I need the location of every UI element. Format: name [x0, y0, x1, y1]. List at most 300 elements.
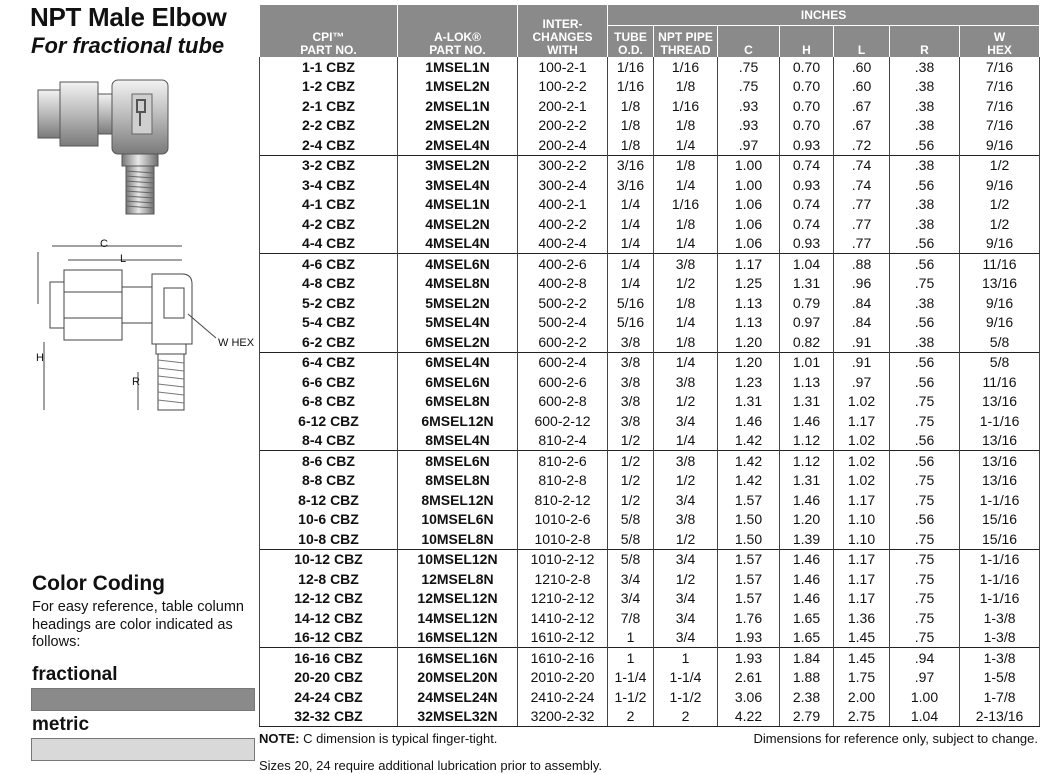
cell-dim-c: .93	[718, 96, 780, 116]
left-panel	[0, 0, 258, 774]
cell-npt-thread: 1-1/2	[654, 687, 718, 707]
cell-w-hex: 13/16	[960, 431, 1040, 451]
cell-dim-r: .75	[890, 471, 960, 491]
cell-dim-l: 1.02	[834, 392, 890, 412]
cell-npt-thread: 1/4	[654, 313, 718, 333]
cell-alok-part: 4MSEL4N	[398, 234, 518, 254]
cell-w-hex: 1-3/8	[960, 608, 1040, 628]
cell-npt-thread: 3/4	[654, 549, 718, 569]
cell-alok-part: 4MSEL6N	[398, 254, 518, 274]
cell-dim-c: 1.42	[718, 471, 780, 491]
cell-interchanges: 400-2-6	[518, 254, 608, 274]
cell-w-hex: 13/16	[960, 274, 1040, 294]
cell-tube-od: 3/4	[608, 569, 654, 589]
cell-cpi-part: 2-2 CBZ	[260, 116, 398, 136]
cell-npt-thread: 1/2	[654, 471, 718, 491]
cell-alok-part: 10MSEL8N	[398, 529, 518, 549]
cell-w-hex: 1-3/8	[960, 648, 1040, 668]
cell-dim-c: 1.57	[718, 569, 780, 589]
cell-alok-part: 6MSEL6N	[398, 372, 518, 392]
cell-dim-r: .75	[890, 549, 960, 569]
table-row	[260, 352, 1040, 372]
cell-w-hex: 13/16	[960, 471, 1040, 491]
cell-interchanges: 1010-2-6	[518, 510, 608, 530]
cell-w-hex: 9/16	[960, 234, 1040, 254]
cell-alok-part: 4MSEL8N	[398, 274, 518, 294]
cell-alok-part: 2MSEL2N	[398, 116, 518, 136]
cell-dim-l: 1.45	[834, 628, 890, 648]
table-row	[260, 116, 1040, 136]
cell-w-hex: 15/16	[960, 529, 1040, 549]
table-row	[260, 569, 1040, 589]
cell-cpi-part: 3-2 CBZ	[260, 155, 398, 175]
cell-tube-od: 5/16	[608, 293, 654, 313]
table-row	[260, 628, 1040, 648]
cell-dim-l: 1.17	[834, 569, 890, 589]
cell-alok-part: 3MSEL2N	[398, 155, 518, 175]
cell-w-hex: 5/8	[960, 352, 1040, 372]
cell-npt-thread: 3/4	[654, 608, 718, 628]
cell-alok-part: 12MSEL12N	[398, 589, 518, 609]
cell-alok-part: 14MSEL12N	[398, 608, 518, 628]
cell-dim-c: 4.22	[718, 707, 780, 727]
cell-w-hex: 11/16	[960, 254, 1040, 274]
cell-alok-part: 4MSEL2N	[398, 214, 518, 234]
cell-dim-c: 1.06	[718, 234, 780, 254]
cell-dim-l: 2.75	[834, 707, 890, 727]
cell-alok-part: 20MSEL20N	[398, 668, 518, 688]
cell-cpi-part: 2-1 CBZ	[260, 96, 398, 116]
cell-tube-od: 3/4	[608, 589, 654, 609]
cell-interchanges: 810-2-12	[518, 490, 608, 510]
cell-w-hex: 13/16	[960, 451, 1040, 471]
cell-tube-od: 5/16	[608, 313, 654, 333]
cell-dim-h: 0.70	[780, 57, 834, 77]
col-header-w-hex: W HEX	[960, 26, 1040, 58]
cell-dim-r: .38	[890, 57, 960, 77]
cell-dim-l: 1.17	[834, 490, 890, 510]
cell-dim-h: 1.31	[780, 274, 834, 294]
cell-dim-h: 0.82	[780, 332, 834, 352]
cell-dim-c: 1.23	[718, 372, 780, 392]
table-row	[260, 234, 1040, 254]
cell-cpi-part: 1-1 CBZ	[260, 57, 398, 77]
cell-dim-l: .77	[834, 195, 890, 215]
cell-tube-od: 1-1/2	[608, 687, 654, 707]
cell-tube-od: 5/8	[608, 549, 654, 569]
cell-tube-od: 1	[608, 648, 654, 668]
cell-dim-c: 1.57	[718, 549, 780, 569]
cell-cpi-part: 6-12 CBZ	[260, 411, 398, 431]
cell-tube-od: 3/8	[608, 332, 654, 352]
cell-cpi-part: 6-8 CBZ	[260, 392, 398, 412]
table-row	[260, 411, 1040, 431]
cell-dim-l: .84	[834, 313, 890, 333]
cell-cpi-part: 2-4 CBZ	[260, 135, 398, 155]
cell-dim-r: .38	[890, 77, 960, 97]
cell-interchanges: 200-2-1	[518, 96, 608, 116]
cell-w-hex: 7/16	[960, 77, 1040, 97]
cell-cpi-part: 12-8 CBZ	[260, 569, 398, 589]
cell-dim-h: 0.74	[780, 214, 834, 234]
cell-alok-part: 10MSEL12N	[398, 549, 518, 569]
cell-npt-thread: 3/8	[654, 510, 718, 530]
cell-tube-od: 2	[608, 707, 654, 727]
cell-tube-od: 5/8	[608, 510, 654, 530]
cell-npt-thread: 1/4	[654, 352, 718, 372]
cell-dim-l: .60	[834, 77, 890, 97]
cell-tube-od: 1/8	[608, 135, 654, 155]
cell-cpi-part: 1-2 CBZ	[260, 77, 398, 97]
group-header-inches: INCHES	[608, 5, 1040, 26]
cell-w-hex: 1-1/16	[960, 411, 1040, 431]
cell-cpi-part: 5-4 CBZ	[260, 313, 398, 333]
cell-dim-h: 0.70	[780, 96, 834, 116]
cell-alok-part: 32MSEL32N	[398, 707, 518, 727]
cell-w-hex: 9/16	[960, 135, 1040, 155]
cell-dim-l: .60	[834, 57, 890, 77]
cell-interchanges: 810-2-4	[518, 431, 608, 451]
cell-w-hex: 1-1/16	[960, 490, 1040, 510]
cell-w-hex: 9/16	[960, 175, 1040, 195]
cell-npt-thread: 1/4	[654, 431, 718, 451]
cell-w-hex: 9/16	[960, 313, 1040, 333]
cell-w-hex: 5/8	[960, 332, 1040, 352]
cell-interchanges: 200-2-4	[518, 135, 608, 155]
cell-cpi-part: 20-20 CBZ	[260, 668, 398, 688]
cell-alok-part: 16MSEL12N	[398, 628, 518, 648]
cell-dim-h: 1.46	[780, 589, 834, 609]
cell-tube-od: 1/2	[608, 451, 654, 471]
cell-dim-h: 1.46	[780, 411, 834, 431]
cell-dim-c: 1.50	[718, 510, 780, 530]
cell-dim-r: .75	[890, 589, 960, 609]
cell-interchanges: 500-2-2	[518, 293, 608, 313]
cell-tube-od: 1/16	[608, 57, 654, 77]
table-row	[260, 648, 1040, 668]
cell-npt-thread: 1/4	[654, 234, 718, 254]
cell-npt-thread: 1/4	[654, 135, 718, 155]
cell-dim-l: 1.36	[834, 608, 890, 628]
dimension-table	[259, 5, 1040, 727]
cell-dim-h: 1.65	[780, 628, 834, 648]
cell-dim-c: 1.93	[718, 628, 780, 648]
cell-dim-h: 0.93	[780, 234, 834, 254]
cell-dim-c: 1.13	[718, 313, 780, 333]
cell-cpi-part: 12-12 CBZ	[260, 589, 398, 609]
cell-tube-od: 3/8	[608, 392, 654, 412]
cell-w-hex: 1-3/8	[960, 628, 1040, 648]
cell-cpi-part: 5-2 CBZ	[260, 293, 398, 313]
table-row	[260, 668, 1040, 688]
cell-cpi-part: 8-4 CBZ	[260, 431, 398, 451]
cell-tube-od: 1-1/4	[608, 668, 654, 688]
cell-dim-l: 1.75	[834, 668, 890, 688]
cell-interchanges: 810-2-8	[518, 471, 608, 491]
table-row	[260, 589, 1040, 609]
col-header-r: R	[890, 26, 960, 58]
cell-dim-c: 1.50	[718, 529, 780, 549]
cell-dim-h: 1.88	[780, 668, 834, 688]
color-coding-text: For easy reference, table column headings are color indicated as follows:	[32, 599, 244, 650]
cell-dim-r: 1.04	[890, 707, 960, 727]
cell-w-hex: 7/16	[960, 96, 1040, 116]
cell-dim-h: 1.12	[780, 451, 834, 471]
cell-npt-thread: 3/4	[654, 490, 718, 510]
cell-npt-thread: 1/8	[654, 77, 718, 97]
cell-tube-od: 1/8	[608, 116, 654, 136]
cell-npt-thread: 1/8	[654, 116, 718, 136]
cell-dim-h: 1.46	[780, 549, 834, 569]
table-row	[260, 490, 1040, 510]
cell-dim-c: 1.20	[718, 332, 780, 352]
cell-dim-c: 1.57	[718, 589, 780, 609]
cell-dim-r: .56	[890, 135, 960, 155]
cell-npt-thread: 3/8	[654, 372, 718, 392]
cell-alok-part: 8MSEL12N	[398, 490, 518, 510]
col-header-l: L	[834, 26, 890, 58]
cell-interchanges: 810-2-6	[518, 451, 608, 471]
cell-dim-l: 1.17	[834, 411, 890, 431]
cell-tube-od: 1/4	[608, 195, 654, 215]
cell-alok-part: 24MSEL24N	[398, 687, 518, 707]
fractional-swatch	[31, 688, 255, 711]
cell-cpi-part: 3-4 CBZ	[260, 175, 398, 195]
cell-dim-c: 1.20	[718, 352, 780, 372]
cell-dim-c: 1.00	[718, 155, 780, 175]
cell-npt-thread: 1/16	[654, 96, 718, 116]
col-header-cpi: CPI™ PART NO.	[260, 5, 398, 57]
cell-w-hex: 1/2	[960, 195, 1040, 215]
cell-tube-od: 3/8	[608, 372, 654, 392]
cell-w-hex: 1/2	[960, 214, 1040, 234]
cell-cpi-part: 4-2 CBZ	[260, 214, 398, 234]
cell-dim-r: .56	[890, 313, 960, 333]
cell-dim-l: 1.45	[834, 648, 890, 668]
cell-cpi-part: 8-6 CBZ	[260, 451, 398, 471]
cell-dim-r: .38	[890, 332, 960, 352]
cell-npt-thread: 3/8	[654, 254, 718, 274]
cell-w-hex: 2-13/16	[960, 707, 1040, 727]
cell-alok-part: 6MSEL4N	[398, 352, 518, 372]
cell-dim-h: 1.01	[780, 352, 834, 372]
cell-interchanges: 1410-2-12	[518, 608, 608, 628]
table-row	[260, 155, 1040, 175]
dim-label-whex: W HEX	[218, 337, 255, 349]
cell-dim-r: .75	[890, 529, 960, 549]
cell-dim-l: 1.02	[834, 431, 890, 451]
cell-dim-h: 1.65	[780, 608, 834, 628]
cell-npt-thread: 1/8	[654, 332, 718, 352]
cell-dim-h: 1.20	[780, 510, 834, 530]
cell-tube-od: 3/8	[608, 352, 654, 372]
cell-tube-od: 1/4	[608, 274, 654, 294]
cell-dim-l: .84	[834, 293, 890, 313]
cell-dim-r: .75	[890, 411, 960, 431]
cell-dim-c: 1.00	[718, 175, 780, 195]
cell-dim-c: 1.42	[718, 431, 780, 451]
dim-label-h: H	[36, 352, 44, 364]
cell-dim-r: .56	[890, 431, 960, 451]
cell-w-hex: 7/16	[960, 57, 1040, 77]
table-row	[260, 687, 1040, 707]
cell-dim-h: 0.79	[780, 293, 834, 313]
cell-dim-r: .75	[890, 490, 960, 510]
cell-dim-c: 1.25	[718, 274, 780, 294]
cell-dim-l: 1.17	[834, 549, 890, 569]
cell-cpi-part: 16-16 CBZ	[260, 648, 398, 668]
cell-dim-h: 0.70	[780, 77, 834, 97]
cell-dim-l: .91	[834, 352, 890, 372]
table-row	[260, 707, 1040, 727]
cell-npt-thread: 3/4	[654, 628, 718, 648]
cell-dim-l: .97	[834, 372, 890, 392]
dim-label-l: L	[120, 253, 127, 265]
cell-alok-part: 8MSEL6N	[398, 451, 518, 471]
cell-dim-l: .77	[834, 234, 890, 254]
note-finger-tight: NOTE: C dimension is typical finger-tight.	[259, 731, 498, 746]
cell-dim-l: .72	[834, 135, 890, 155]
col-header-alok: A-LOK® PART NO.	[398, 5, 518, 57]
cell-tube-od: 3/8	[608, 411, 654, 431]
col-header-h: H	[780, 26, 834, 58]
cell-dim-h: 1.04	[780, 254, 834, 274]
cell-dim-l: 1.10	[834, 510, 890, 530]
cell-npt-thread: 3/8	[654, 451, 718, 471]
cell-npt-thread: 1/2	[654, 529, 718, 549]
cell-dim-h: 1.39	[780, 529, 834, 549]
table-row	[260, 274, 1040, 294]
cell-alok-part: 16MSEL16N	[398, 648, 518, 668]
cell-dim-r: .75	[890, 608, 960, 628]
cell-cpi-part: 4-1 CBZ	[260, 195, 398, 215]
fractional-label: fractional	[32, 664, 118, 685]
cell-tube-od: 1	[608, 628, 654, 648]
cell-alok-part: 5MSEL4N	[398, 313, 518, 333]
cell-cpi-part: 16-12 CBZ	[260, 628, 398, 648]
cell-npt-thread: 1-1/4	[654, 668, 718, 688]
cell-dim-c: 1.13	[718, 293, 780, 313]
cell-tube-od: 1/4	[608, 234, 654, 254]
cell-alok-part: 1MSEL2N	[398, 77, 518, 97]
cell-dim-h: 1.84	[780, 648, 834, 668]
table-row	[260, 372, 1040, 392]
cell-dim-r: .75	[890, 628, 960, 648]
cell-alok-part: 4MSEL1N	[398, 195, 518, 215]
cell-cpi-part: 32-32 CBZ	[260, 707, 398, 727]
cell-npt-thread: 1	[654, 648, 718, 668]
cell-cpi-part: 4-6 CBZ	[260, 254, 398, 274]
cell-dim-l: .88	[834, 254, 890, 274]
cell-dim-l: .96	[834, 274, 890, 294]
cell-dim-r: .56	[890, 510, 960, 530]
table-row	[260, 195, 1040, 215]
cell-interchanges: 1210-2-8	[518, 569, 608, 589]
cell-dim-h: 0.93	[780, 175, 834, 195]
cell-interchanges: 500-2-4	[518, 313, 608, 333]
cell-dim-c: 1.57	[718, 490, 780, 510]
cell-alok-part: 2MSEL4N	[398, 135, 518, 155]
table-row	[260, 293, 1040, 313]
cell-alok-part: 6MSEL2N	[398, 332, 518, 352]
table-body	[260, 57, 1040, 727]
cell-dim-l: 1.02	[834, 451, 890, 471]
cell-interchanges: 1610-2-12	[518, 628, 608, 648]
cell-w-hex: 9/16	[960, 293, 1040, 313]
cell-npt-thread: 1/4	[654, 175, 718, 195]
cell-npt-thread: 1/8	[654, 155, 718, 175]
table-row	[260, 608, 1040, 628]
cell-dim-l: 1.02	[834, 471, 890, 491]
cell-interchanges: 600-2-2	[518, 332, 608, 352]
cell-w-hex: 1-5/8	[960, 668, 1040, 688]
cell-cpi-part: 6-6 CBZ	[260, 372, 398, 392]
cell-interchanges: 400-2-8	[518, 274, 608, 294]
page-subtitle: For fractional tube	[31, 33, 225, 58]
col-header-tube-od: TUBE O.D.	[608, 26, 654, 58]
cell-dim-l: .91	[834, 332, 890, 352]
cell-interchanges: 1010-2-8	[518, 529, 608, 549]
dim-label-c: C	[100, 238, 108, 250]
cell-alok-part: 10MSEL6N	[398, 510, 518, 530]
cell-dim-c: 1.93	[718, 648, 780, 668]
cell-cpi-part: 8-8 CBZ	[260, 471, 398, 491]
cell-cpi-part: 6-2 CBZ	[260, 332, 398, 352]
cell-dim-r: .75	[890, 392, 960, 412]
cell-interchanges: 300-2-4	[518, 175, 608, 195]
cell-alok-part: 12MSEL8N	[398, 569, 518, 589]
cell-dim-h: 0.93	[780, 135, 834, 155]
cell-dim-h: 1.31	[780, 471, 834, 491]
cell-tube-od: 1/2	[608, 490, 654, 510]
cell-alok-part: 1MSEL1N	[398, 57, 518, 77]
note-reference: Dimensions for reference only, subject to change.	[753, 731, 1038, 746]
cell-dim-c: 1.06	[718, 195, 780, 215]
cell-npt-thread: 1/8	[654, 214, 718, 234]
cell-tube-od: 1/8	[608, 96, 654, 116]
cell-dim-r: .38	[890, 214, 960, 234]
color-coding-title: Color Coding	[32, 572, 165, 595]
cell-interchanges: 600-2-8	[518, 392, 608, 412]
cell-dim-l: .74	[834, 155, 890, 175]
cell-dim-r: .38	[890, 155, 960, 175]
cell-dim-l: .67	[834, 116, 890, 136]
cell-dim-c: 1.42	[718, 451, 780, 471]
cell-dim-c: 1.31	[718, 392, 780, 412]
cell-tube-od: 3/16	[608, 155, 654, 175]
cell-w-hex: 13/16	[960, 392, 1040, 412]
table-row	[260, 431, 1040, 451]
cell-interchanges: 400-2-4	[518, 234, 608, 254]
cell-cpi-part: 8-12 CBZ	[260, 490, 398, 510]
cell-dim-r: .56	[890, 451, 960, 471]
cell-dim-c: 3.06	[718, 687, 780, 707]
cell-cpi-part: 4-4 CBZ	[260, 234, 398, 254]
table-row	[260, 392, 1040, 412]
cell-dim-r: .75	[890, 569, 960, 589]
cell-interchanges: 600-2-4	[518, 352, 608, 372]
cell-interchanges: 2410-2-24	[518, 687, 608, 707]
cell-tube-od: 1/2	[608, 471, 654, 491]
table-row	[260, 332, 1040, 352]
table-row	[260, 96, 1040, 116]
cell-dim-h: 1.12	[780, 431, 834, 451]
cell-dim-r: .56	[890, 254, 960, 274]
cell-cpi-part: 24-24 CBZ	[260, 687, 398, 707]
table-row	[260, 254, 1040, 274]
cell-dim-c: .97	[718, 135, 780, 155]
cell-dim-c: .75	[718, 57, 780, 77]
